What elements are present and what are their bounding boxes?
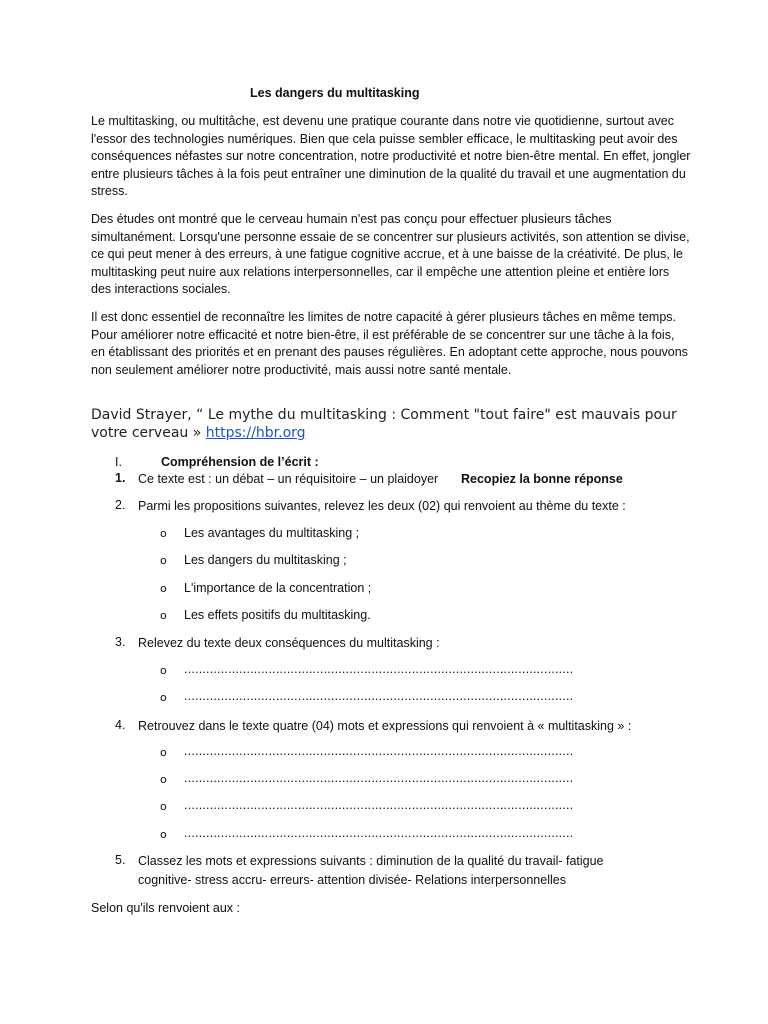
bullet: o bbox=[160, 582, 167, 595]
citation-link[interactable]: https://hbr.org bbox=[205, 425, 306, 441]
answer-line[interactable]: .......................................................................................................... bbox=[184, 771, 574, 785]
section-title: Compréhension de l’écrit : bbox=[161, 455, 319, 469]
question-3-text: Relevez du texte deux conséquences du multitasking : bbox=[138, 636, 440, 650]
bullet: o bbox=[160, 527, 167, 540]
question-4-number: 4. bbox=[115, 718, 126, 732]
citation-text: David Strayer, “ Le mythe du multitasking : Comment "tout faire" est mauvais pour votre cerveau » bbox=[91, 407, 677, 441]
source-citation bbox=[91, 406, 691, 442]
answer-line[interactable]: .......................................................................................................... bbox=[184, 744, 574, 758]
bullet: o bbox=[160, 828, 167, 841]
question-5-text-line-2: cognitive- stress accru- erreurs- attention divisée- Relations interpersonnelles bbox=[138, 873, 566, 887]
question-2-text: Parmi les propositions suivantes, relevez les deux (02) qui renvoient au thème du texte : bbox=[138, 499, 626, 513]
bullet: o bbox=[160, 609, 167, 622]
answer-line[interactable]: .......................................................................................................... bbox=[184, 662, 574, 676]
answer-line[interactable]: .......................................................................................................... bbox=[184, 798, 574, 812]
question-2-number: 2. bbox=[115, 498, 126, 512]
option-2: Les dangers du multitasking ; bbox=[184, 553, 347, 567]
closing-text: Selon qu'ils renvoient aux : bbox=[91, 901, 241, 915]
question-1-number: 1. bbox=[115, 471, 126, 485]
paragraph-3: Il est donc essentiel de reconnaître les limites de notre capacité à gérer plusieurs tâches en même temps. Pour améliorer notre efficacité et notre bien-être, il est préférable de se concentrer sur une tâche à la fois, en établissant des priorités et en prenant des pauses régulières. En adoptant cette approche, nous pouvons non seulement améliorer notre productivité, mais aussi notre santé mentale. bbox=[91, 310, 688, 377]
question-1-instruction: Recopiez la bonne réponse bbox=[461, 472, 623, 486]
bullet: o bbox=[160, 664, 167, 677]
question-5-text-line-1: Classez les mots et expressions suivants : diminution de la qualité du travail- fatigue bbox=[138, 854, 604, 868]
bullet: o bbox=[160, 746, 167, 759]
bullet: o bbox=[160, 691, 167, 704]
question-4-text: Retrouvez dans le texte quatre (04) mots et expressions qui renvoient à « multitasking » : bbox=[138, 719, 632, 733]
bullet: o bbox=[160, 800, 167, 813]
option-3: L'importance de la concentration ; bbox=[184, 581, 372, 595]
section-numeral: I. bbox=[115, 455, 122, 469]
option-1: Les avantages du multitasking ; bbox=[184, 526, 360, 540]
bullet: o bbox=[160, 773, 167, 786]
answer-line[interactable]: .......................................................................................................... bbox=[184, 826, 574, 840]
question-3-number: 3. bbox=[115, 635, 126, 649]
option-4: Les effets positifs du multitasking. bbox=[184, 608, 371, 622]
paragraph-2: Des études ont montré que le cerveau humain n'est pas conçu pour effectuer plusieurs tâches simultanément. Lorsqu'une personne essaie de se concentrer sur plusieurs activités, son attention se divise, ce qui peut mener à des erreurs, à une fatigue cognitive accrue, et à une baisse de la créativité. De plus, le multitasking peut nuire aux relations interpersonnelles, car il empêche une attention pleine et entière lors des interactions sociales. bbox=[91, 212, 690, 297]
answer-line[interactable]: .......................................................................................................... bbox=[184, 689, 574, 703]
paragraph-1: Le multitasking, ou multitâche, est devenu une pratique courante dans notre vie quotidienne, surtout avec l'essor des technologies numériques. Bien que cela puisse sembler efficace, le multitasking peut avoir des conséquences néfastes sur notre concentration, notre productivité et notre bien-être mental. En effet, jongler entre plusieurs tâches à la fois peut entraîner une diminution de la qualité du travail et une augmentation du stress. bbox=[91, 114, 691, 199]
document-title: Les dangers du multitasking bbox=[250, 86, 420, 100]
bullet: o bbox=[160, 554, 167, 567]
question-1-text: Ce texte est : un débat – un réquisitoire – un plaidoyer bbox=[138, 472, 439, 486]
question-5-number: 5. bbox=[115, 853, 126, 867]
